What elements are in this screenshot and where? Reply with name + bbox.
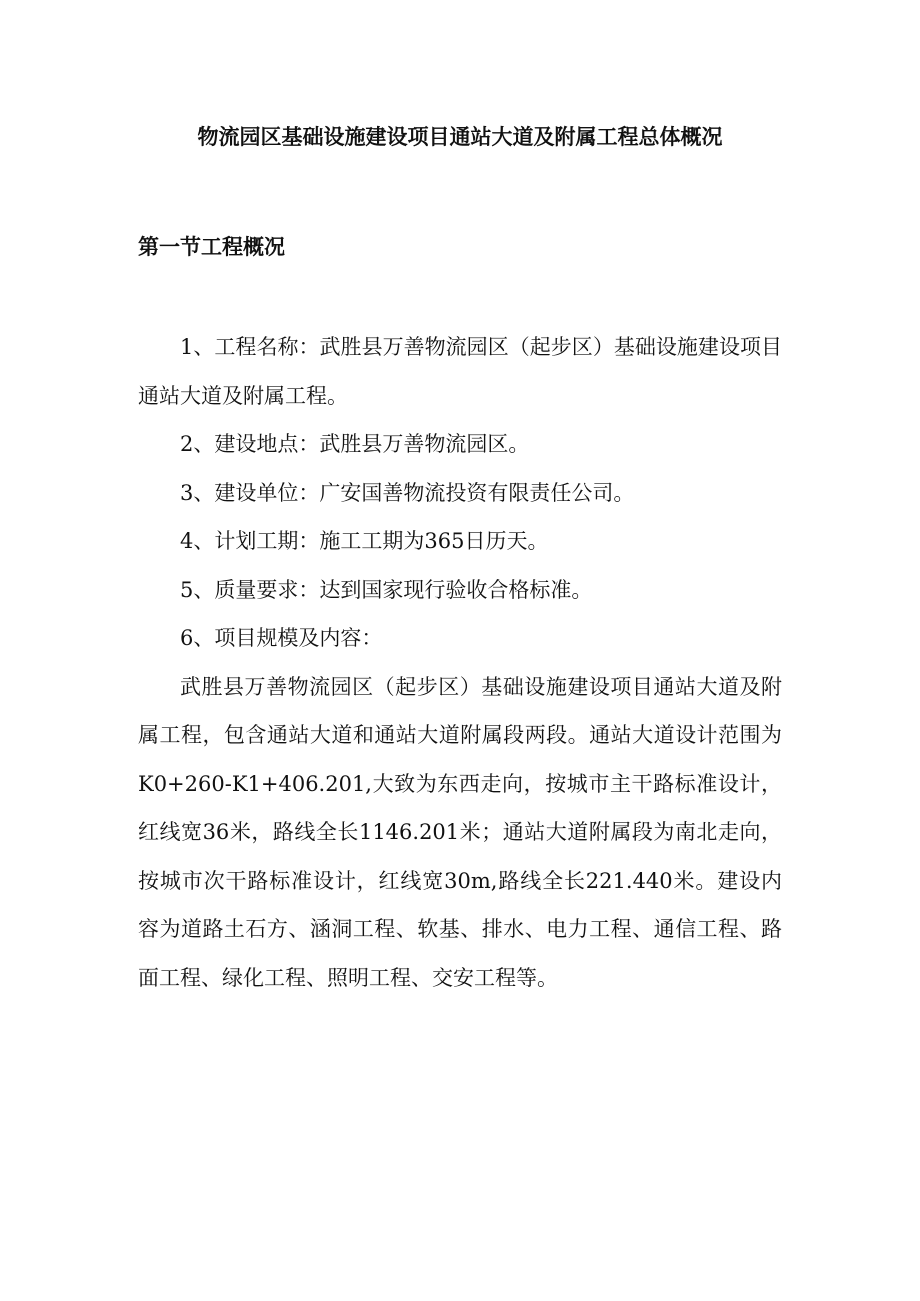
item-scope: 6、项目规模及内容： [180,626,383,650]
item-quality: 5、质量要求：达到国家现行验收合格标准。 [180,577,593,602]
document-title: 物流园区基础设施建设项目通站大道及附属工程总体概况 [197,125,723,149]
document-body [138,323,782,1002]
scope-description: 武胜县万善物流园区（起步区）基础设施建设项目通站大道及附属工程，包含通站大道和通站大道附属段两段。通站大道设计范围为K0+260-K1+406.201,大致为东西走向，按城市主干路标准设计，红线宽36米，路线全长1146.201米；通站大道附属段为南北走向，按城市次干路标准设计，红线宽30m,路线全长221.440米。建设内容为道路土石方、涵洞工程、软基、排水、电力工程、通信工程、路面工程、绿化工程、照明工程、交安工程等。 [138,674,782,990]
section-heading: 第一节工程概况 [138,235,285,259]
item-project-name: 1、工程名称：武胜县万善物流园区（起步区）基础设施建设项目通站大道及附属工程。 [138,335,782,408]
item-schedule: 4、计划工期：施工工期为365日历天。 [180,529,549,553]
item-developer: 3、建设单位：广安国善物流投资有限责任公司。 [180,480,635,505]
item-location: 2、建设地点：武胜县万善物流园区。 [180,432,530,456]
